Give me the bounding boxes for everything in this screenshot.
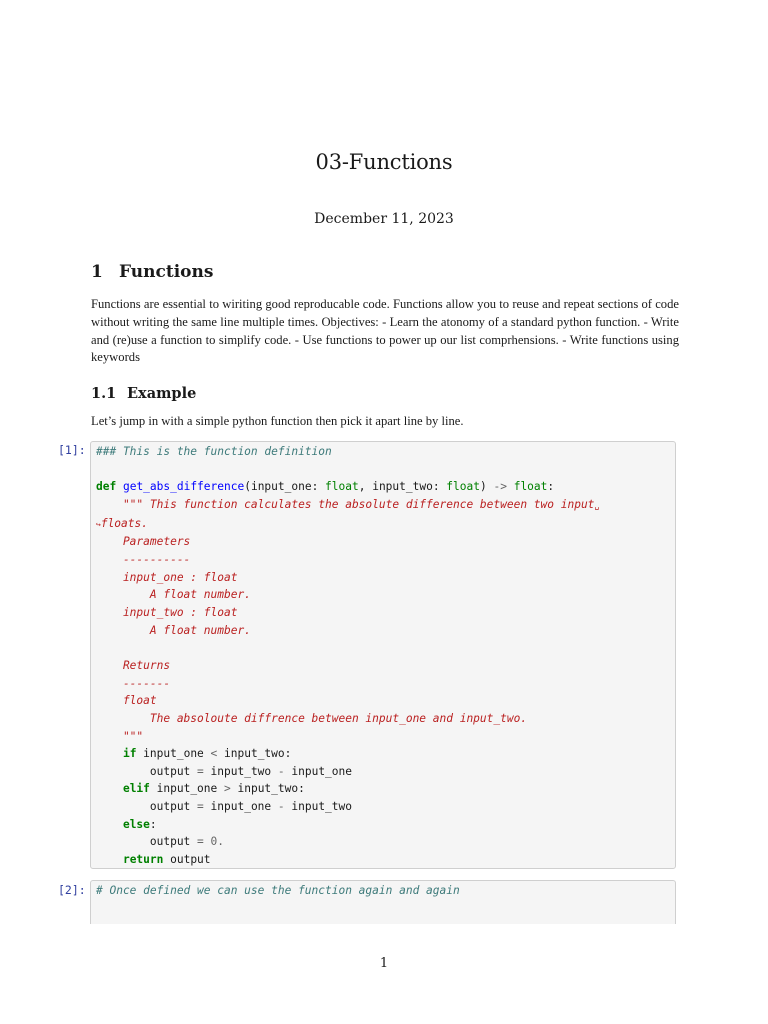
code-line: input_one : float [96,570,238,584]
code-cell-2[interactable] [90,880,676,924]
cell-1-prompt: [1]: [58,443,86,457]
line-continuation-icon: ↪ [96,519,101,529]
code-line: A float number. [96,588,251,602]
subsection-paragraph: Let’s jump in with a simple python function then pick it apart line by line. [91,414,464,428]
code-cell-1-source[interactable] [91,442,675,869]
section-number: 1 [91,262,103,282]
subsection-title: Example [127,385,197,402]
subsection-number: 1.1 [91,385,117,402]
code-cell-2-source[interactable] [91,881,675,900]
section-heading [91,262,213,282]
code-line: ---------- [96,552,191,566]
document-title: 03-Functions [315,150,453,174]
code-line-def: def get_abs_difference(input_one: float, input_two: float) -> float: [96,480,555,494]
cell-2-prompt: [2]: [58,883,86,897]
code-line-return: return output [122,853,211,867]
code-line-elif: elif input_one > input_two: [122,782,305,796]
page-number: 1 [379,956,389,971]
document-date: December 11, 2023 [314,211,454,227]
code-line: Returns [96,658,171,672]
code-line: output = 0. [96,835,225,849]
code-line: input_two : float [96,605,238,619]
code-line [96,445,332,458]
code-line: """ [96,729,144,743]
code-line: A float number. [96,623,251,637]
code-line: output = input_one - input_two [96,800,352,814]
code-comment: # Once defined we can use the function again and again [96,884,460,897]
code-line-if: if input_one < input_two: [122,747,292,761]
code-line-docstring-wrap: ↪floats. [96,516,148,530]
code-line-else: else: [122,817,157,831]
code-line-docstring-open: """ This function calculates the absolute difference between two input␣ [96,497,600,511]
section-paragraph: Functions are essential to wiriting good reproducable code. Functions allow you to reuse and repeat sections of code without writing the same line multiple times. Objectives: - Learn the atonomy of a standard python function. - Write and (re)use a function to simplify code. - Use functions to power up our list comprhensions. - Write functions using keywords [91,297,679,365]
code-line: float [96,694,157,708]
subsection-heading [91,385,196,402]
code-line: The absoloute diffrence between input_one and input_two. [96,711,528,725]
code-line: Parameters [96,535,191,549]
code-line: ------- [96,676,171,690]
section-title: Functions [119,262,214,282]
code-cell-1[interactable] [90,441,676,869]
code-comment: ### This is the function definition [96,445,332,458]
code-line: output = input_two - input_one [96,764,352,778]
